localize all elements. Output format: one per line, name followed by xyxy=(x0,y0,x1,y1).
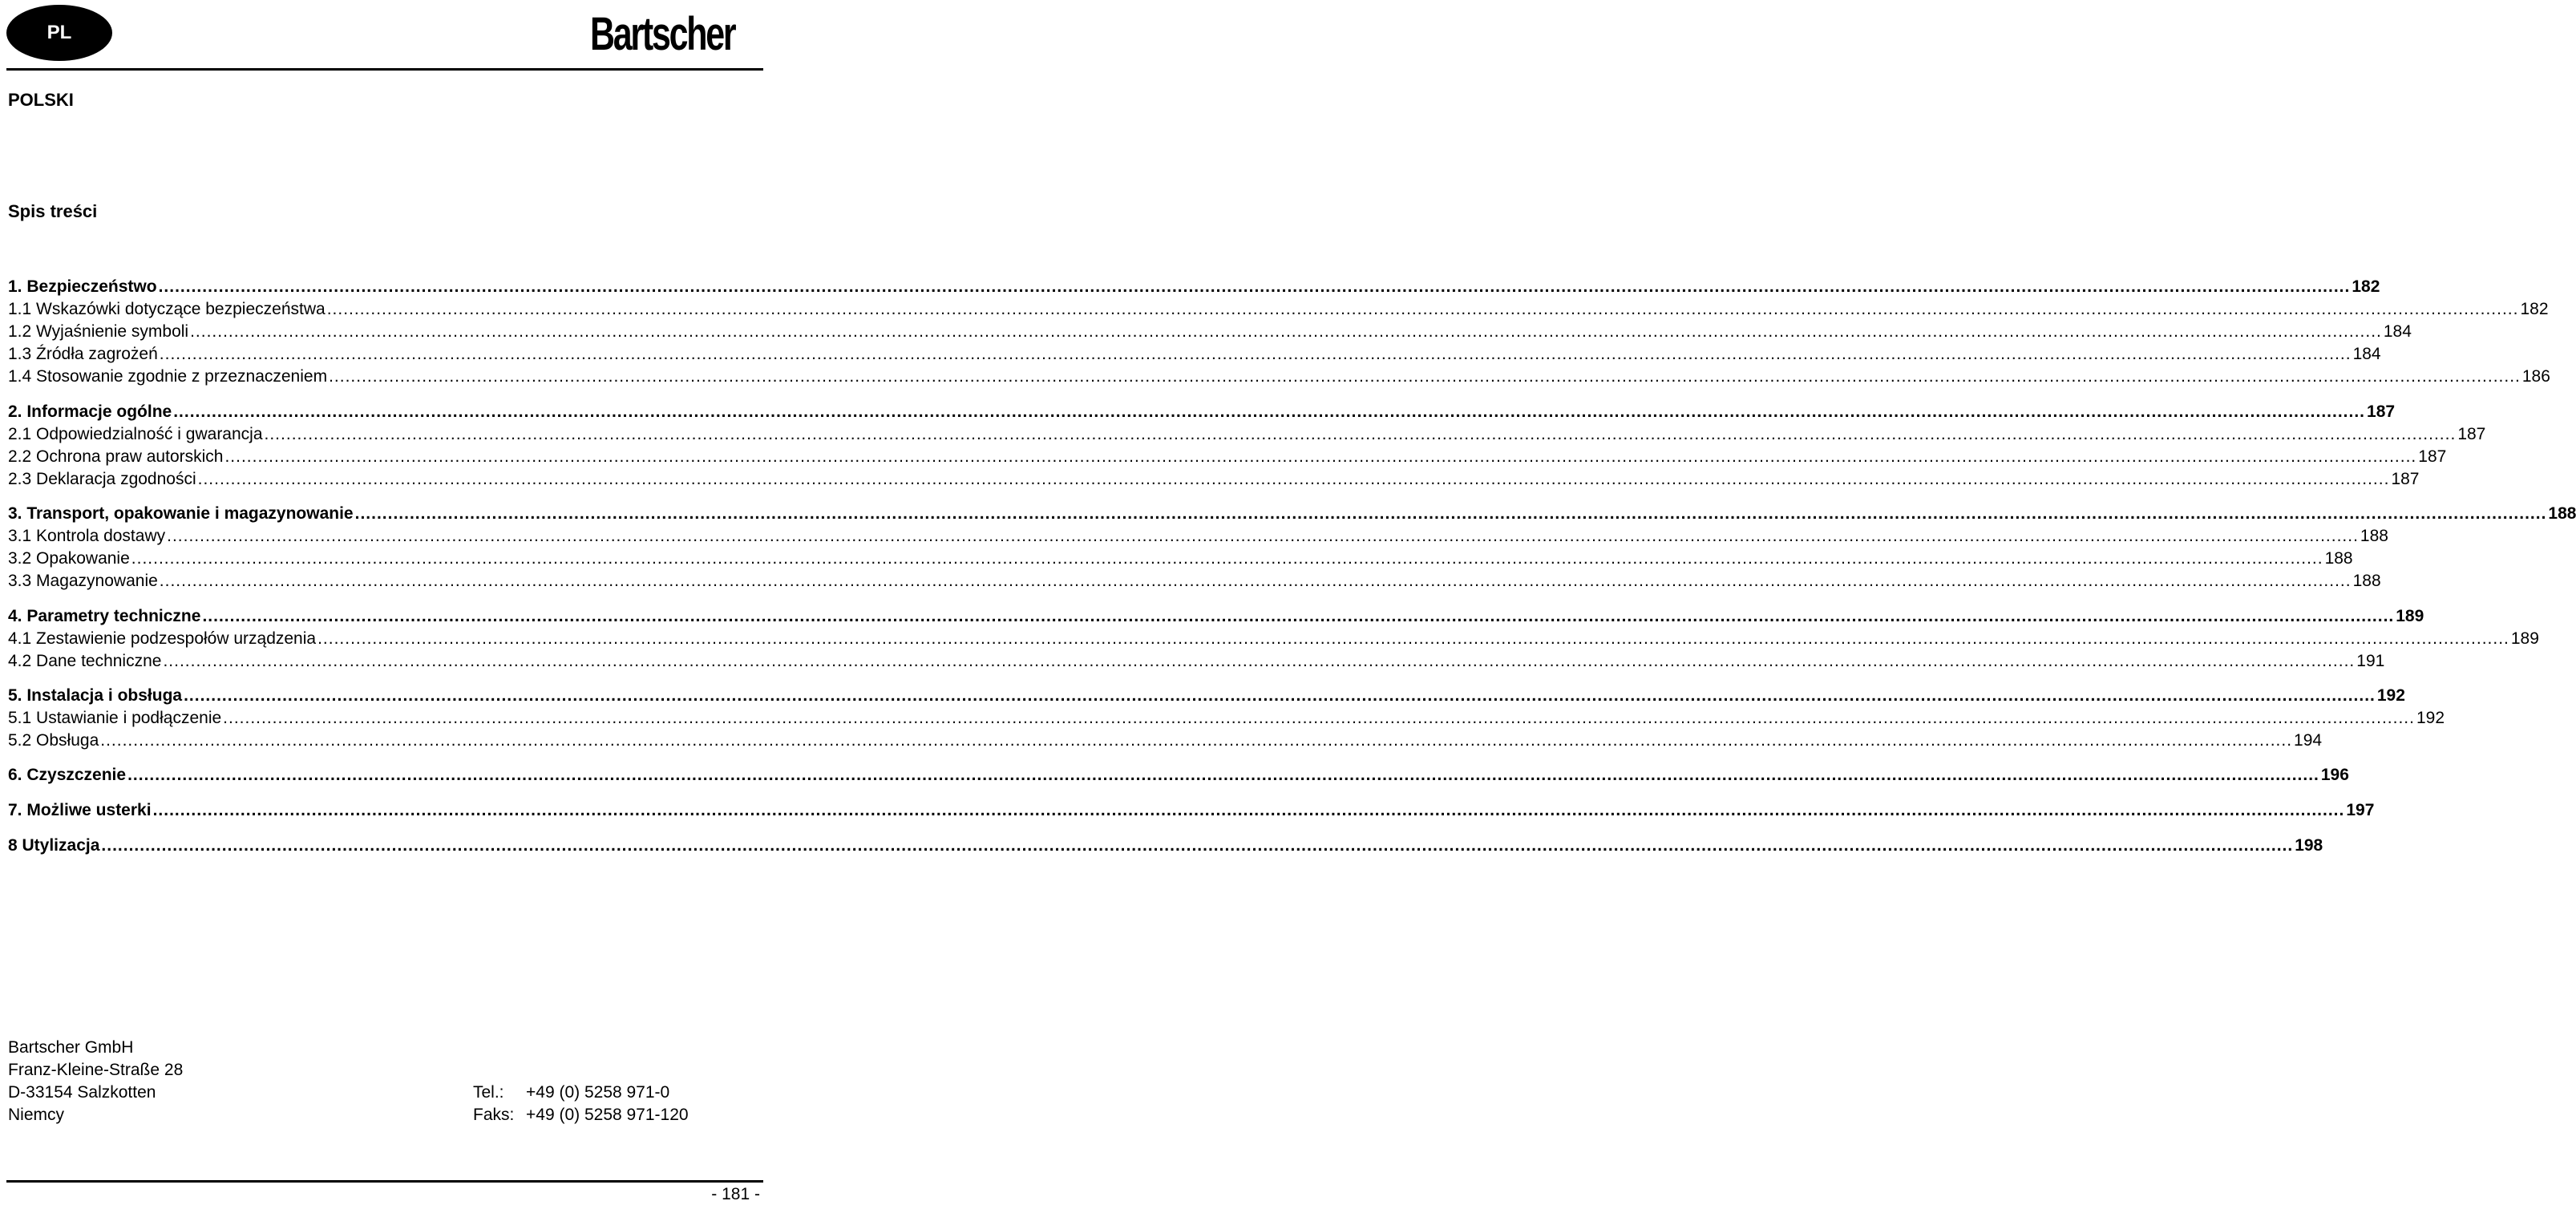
toc-entry-label: 5. Instalacja i obsługa xyxy=(8,686,183,705)
toc-dot-leader: ................................................................................................................................................................................................................................................................................................................................................................................................................ xyxy=(223,709,2415,727)
toc-dot-leader: ................................................................................................................................................................................................................................................................................................................................................................................................................ xyxy=(131,549,2323,568)
fax-line xyxy=(473,1104,689,1126)
phone-number: +49 (0) 5258 971-0 xyxy=(526,1083,670,1102)
toc-entry-label: 4. Parametry techniczne xyxy=(8,607,201,625)
toc-dot-leader: ................................................................................................................................................................................................................................................................................................................................................................................................................ xyxy=(152,801,2345,819)
toc-entry-page: 192 xyxy=(2416,709,2445,727)
toc-entry-page: 191 xyxy=(2356,652,2385,670)
toc-entry-page: 197 xyxy=(2346,801,2375,819)
toc-entry-page: 188 xyxy=(2360,527,2388,545)
toc-entry[interactable] xyxy=(8,835,2323,857)
toc-dot-leader: ................................................................................................................................................................................................................................................................................................................................................................................................................ xyxy=(100,731,2293,750)
toc-entry-label: 5.1 Ustawianie i podłączenie xyxy=(8,709,222,727)
toc-dot-leader: ................................................................................................................................................................................................................................................................................................................................................................................................................ xyxy=(354,504,2547,523)
toc-dot-leader: ................................................................................................................................................................................................................................................................................................................................................................................................................ xyxy=(101,836,2294,855)
header-divider xyxy=(6,68,763,71)
toc-entry[interactable] xyxy=(8,707,2445,730)
toc-entry-page: 184 xyxy=(2383,322,2412,341)
toc-entry-page: 182 xyxy=(2352,277,2380,296)
toc-entry-label: 8 Utylizacja xyxy=(8,836,100,855)
toc-entry-label: 1.3 Źródła zagrożeń xyxy=(8,345,158,363)
toc-entry-label: 3. Transport, opakowanie i magazynowanie xyxy=(8,504,354,523)
address-company: Bartscher GmbH xyxy=(8,1038,134,1057)
toc-entry-page: 189 xyxy=(2510,629,2539,648)
toc-entry[interactable] xyxy=(8,446,2447,468)
toc-entry[interactable] xyxy=(8,730,2323,752)
toc-entry[interactable] xyxy=(8,570,2381,592)
fax-label: Faks: xyxy=(473,1106,515,1124)
toc-entry-label: 3.1 Kontrola dostawy xyxy=(8,527,166,545)
phone-label: Tel.: xyxy=(473,1083,504,1102)
address-street: Franz-Kleine-Straße 28 xyxy=(8,1061,184,1079)
toc-entry-page: 192 xyxy=(2376,686,2405,705)
toc-entry[interactable] xyxy=(8,628,2539,650)
toc-dot-leader: ................................................................................................................................................................................................................................................................................................................................................................................................................ xyxy=(184,686,2376,705)
toc-entry[interactable] xyxy=(8,276,2380,298)
toc-entry[interactable] xyxy=(8,298,2549,321)
toc-entry-label: 1. Bezpieczeństwo xyxy=(8,277,157,296)
toc-entry-page: 198 xyxy=(2295,836,2323,855)
toc-entry-label: 4.2 Dane techniczne xyxy=(8,652,162,670)
toc-entry-label: 2.1 Odpowiedzialność i gwarancja xyxy=(8,425,263,443)
toc-entry-page: 188 xyxy=(2352,572,2381,590)
toc-entry[interactable] xyxy=(8,605,2424,628)
toc-entry-label: 4.1 Zestawienie podzespołów urządzenia xyxy=(8,629,317,648)
toc-entry[interactable] xyxy=(8,548,2353,570)
toc-entry-label: 2. Informacje ogólne xyxy=(8,402,172,421)
toc-dot-leader: ................................................................................................................................................................................................................................................................................................................................................................................................................ xyxy=(159,345,2352,363)
toc-dot-leader: ................................................................................................................................................................................................................................................................................................................................................................................................................ xyxy=(173,402,2366,421)
toc-entry-page: 184 xyxy=(2352,345,2381,363)
toc-dot-leader: ................................................................................................................................................................................................................................................................................................................................................................................................................ xyxy=(167,527,2359,545)
toc-entry-label: 1.4 Stosowanie zgodnie z przeznaczeniem xyxy=(8,367,328,386)
toc-entry-page: 186 xyxy=(2521,367,2550,386)
page-number: - 181 - xyxy=(711,1185,760,1203)
toc-entry[interactable] xyxy=(8,685,2405,707)
address-city: D-33154 Salzkotten xyxy=(8,1083,156,1102)
bartscher-logo xyxy=(590,8,760,61)
toc-entry-page: 187 xyxy=(2391,470,2420,488)
toc-entry[interactable] xyxy=(8,650,2385,673)
brand-name: Bartscher xyxy=(590,8,735,60)
toc-dot-leader: ................................................................................................................................................................................................................................................................................................................................................................................................................ xyxy=(163,652,2356,670)
toc-entry-label: 2.2 Ochrona praw autorskich xyxy=(8,447,224,466)
toc-entry[interactable] xyxy=(8,503,2576,525)
toc-entry-label: 7. Możliwe usterki xyxy=(8,801,152,819)
toc-dot-leader: ................................................................................................................................................................................................................................................................................................................................................................................................................ xyxy=(190,322,2382,341)
toc-dot-leader: ................................................................................................................................................................................................................................................................................................................................................................................................................ xyxy=(202,607,2395,625)
toc-entry-label: 3.2 Opakowanie xyxy=(8,549,130,568)
toc-entry[interactable] xyxy=(8,468,2420,491)
toc-dot-leader: ................................................................................................................................................................................................................................................................................................................................................................................................................ xyxy=(127,766,2319,784)
toc-entry-page: 188 xyxy=(2548,504,2576,523)
toc-dot-leader: ................................................................................................................................................................................................................................................................................................................................................................................................................ xyxy=(158,277,2351,296)
language-code: PL xyxy=(47,22,72,43)
toc-entry-page: 189 xyxy=(2396,607,2424,625)
address-country: Niemcy xyxy=(8,1106,65,1124)
company-address xyxy=(8,1037,183,1126)
toc-entry-label: 1.1 Wskazówki dotyczące bezpieczeństwa xyxy=(8,300,326,318)
toc-entry[interactable] xyxy=(8,343,2381,366)
toc-entry-label: 2.3 Deklaracja zgodności xyxy=(8,470,196,488)
toc-entry-page: 187 xyxy=(2367,402,2396,421)
toc-entry[interactable] xyxy=(8,799,2375,822)
company-contact xyxy=(473,1082,689,1126)
toc-entry-label: 5.2 Obsługa xyxy=(8,731,99,750)
toc-dot-leader: ................................................................................................................................................................................................................................................................................................................................................................................................................ xyxy=(159,572,2352,590)
toc-entry-page: 187 xyxy=(2418,447,2447,466)
toc-dot-leader: ................................................................................................................................................................................................................................................................................................................................................................................................................ xyxy=(224,447,2417,466)
toc-entry-page: 187 xyxy=(2457,425,2486,443)
toc-entry[interactable] xyxy=(8,366,2550,388)
toc-dot-leader: ................................................................................................................................................................................................................................................................................................................................................................................................................ xyxy=(329,367,2521,386)
toc-dot-leader: ................................................................................................................................................................................................................................................................................................................................................................................................................ xyxy=(326,300,2519,318)
toc-entry-page: 182 xyxy=(2520,300,2549,318)
toc-entry-page: 188 xyxy=(2324,549,2353,568)
language-badge xyxy=(6,5,112,61)
toc-dot-leader: ................................................................................................................................................................................................................................................................................................................................................................................................................ xyxy=(264,425,2457,443)
toc-entry-label: 6. Czyszczenie xyxy=(8,766,127,784)
toc-title: Spis treści xyxy=(8,201,98,221)
fax-number: +49 (0) 5258 971-120 xyxy=(526,1106,689,1124)
toc-dot-leader: ................................................................................................................................................................................................................................................................................................................................................................................................................ xyxy=(197,470,2390,488)
footer-divider xyxy=(6,1180,763,1183)
phone-line xyxy=(473,1082,689,1104)
toc-entry[interactable] xyxy=(8,525,2388,548)
toc-entry[interactable] xyxy=(8,423,2486,446)
toc-entry-page: 196 xyxy=(2320,766,2349,784)
toc-entry[interactable] xyxy=(8,321,2412,343)
toc-entry[interactable] xyxy=(8,764,2349,786)
toc-entry-label: 1.2 Wyjaśnienie symboli xyxy=(8,322,189,341)
toc-entry[interactable] xyxy=(8,401,2396,423)
language-title: POLSKI xyxy=(8,90,74,110)
toc-entry-label: 3.3 Magazynowanie xyxy=(8,572,158,590)
toc-dot-leader: ................................................................................................................................................................................................................................................................................................................................................................................................................ xyxy=(317,629,2509,648)
toc-entry-page: 194 xyxy=(2294,731,2323,750)
